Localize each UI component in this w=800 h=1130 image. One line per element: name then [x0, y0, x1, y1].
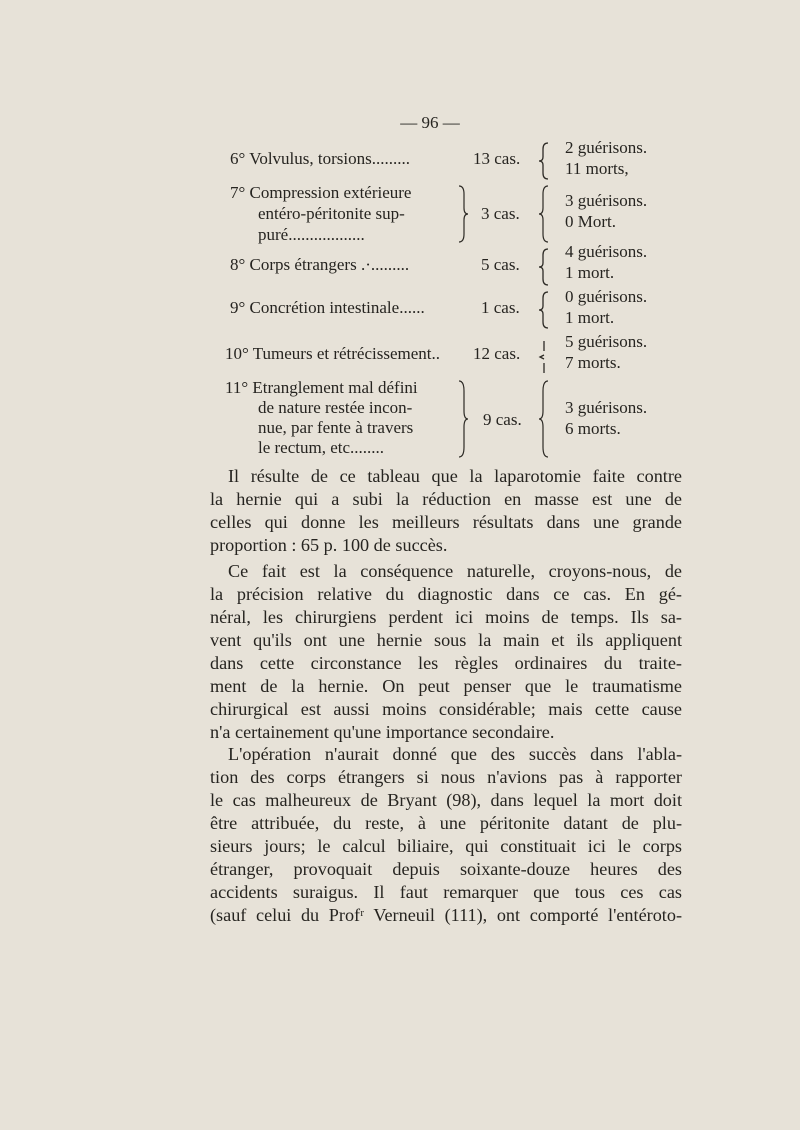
paragraph-2 — [210, 560, 682, 744]
row-7-label-3: puré.................. — [258, 225, 365, 244]
text-line: L'opération n'aurait donné que des succès dans l'abla- — [228, 744, 682, 764]
text-line: celles qui donne les meilleurs résultats dans une grande — [210, 512, 682, 532]
row-11-brace — [536, 379, 552, 459]
row-9-label: 9° Concrétion intestinale...... — [230, 298, 425, 317]
row-9-brace — [536, 290, 552, 330]
text-line: la précision relative du diagnostic dans ce cas. En gé- — [210, 584, 682, 604]
row-9-outcome-1: 0 guérisons. — [565, 287, 648, 306]
row-11-label-2: de nature restée incon- — [258, 398, 413, 417]
row-10-count: 12 cas. — [473, 344, 521, 363]
row-8-label: 8° Corps étrangers .·......... — [230, 255, 410, 274]
row-6-outcome-1: 2 guérisons. — [565, 138, 648, 157]
row-10-brace — [536, 339, 552, 375]
row-7-outcome-1: 3 guérisons. — [565, 191, 648, 210]
row-11-outcome-2: 6 morts. — [565, 419, 621, 438]
text-line: la hernie qui a subi la réduction en masse est une de — [210, 489, 682, 509]
row-8-brace — [536, 247, 552, 287]
text-line: Il résulte de ce tableau que la laparotomie faite contre — [228, 466, 682, 486]
row-11-left-brace — [455, 379, 471, 459]
row-11-label-3: nue, par fente à travers — [258, 418, 414, 437]
row-6-brace — [536, 141, 552, 181]
page-number: — 96 — — [400, 113, 460, 132]
text-line: (sauf celui du Profʳ Verneuil (111), ont comporté l'entéroto- — [210, 905, 682, 925]
row-7-count: 3 cas. — [481, 204, 520, 223]
row-7-label-2: entéro-péritonite sup- — [258, 204, 405, 223]
row-9-outcome-2: 1 mort. — [565, 308, 615, 327]
row-6-count: 13 cas. — [473, 149, 521, 168]
row-10-outcome-2: 7 morts. — [565, 353, 621, 372]
row-6-outcome-2: 11 morts, — [565, 159, 629, 178]
row-7-brace — [536, 184, 552, 244]
row-7-label-1: 7° Compression extérieure — [230, 183, 412, 202]
text-line: étranger, provoquait depuis soixante-douze heures des — [210, 859, 682, 879]
paragraph-3 — [210, 743, 682, 927]
row-11-label-4: le rectum, etc........ — [258, 438, 385, 457]
row-11-count: 9 cas. — [483, 410, 522, 429]
row-10-label: 10° Tumeurs et rétrécissement.. — [225, 344, 441, 363]
text-line: chirurgical est aussi moins considérable; mais cette cause — [210, 699, 682, 719]
row-11-outcome-1: 3 guérisons. — [565, 398, 648, 417]
row-11-label-1: 11° Etranglement mal défini — [225, 378, 418, 397]
text-line: vent qu'ils ont une hernie sous la main et ils appliquent — [210, 630, 682, 650]
row-10-outcome-1: 5 guérisons. — [565, 332, 648, 351]
row-7-left-brace — [455, 184, 471, 244]
row-8-outcome-2: 1 mort. — [565, 263, 615, 282]
text-line: Ce fait est la conséquence naturelle, croyons-nous, de — [228, 561, 682, 581]
text-line: le cas malheureux de Bryant (98), dans lequel la mort doit — [210, 790, 682, 810]
text-line: accidents suraigus. Il faut remarquer que tous ces cas — [210, 882, 682, 902]
paragraph-1 — [210, 465, 682, 557]
row-6-label: 6° Volvulus, torsions......... — [230, 149, 410, 168]
text-line: sieurs jours; le calcul biliaire, qui constituait ici le corps — [210, 836, 682, 856]
text-line: ment de la hernie. On peut penser que le traumatisme — [210, 676, 682, 696]
text-line: tion des corps étrangers si nous n'avions pas à rapporter — [210, 767, 682, 787]
text-line: dans cette circonstance les règles ordinaires du traite- — [210, 653, 682, 673]
text-line: proportion : 65 p. 100 de succès. — [210, 535, 448, 555]
row-9-count: 1 cas. — [481, 298, 520, 317]
row-8-count: 5 cas. — [481, 255, 520, 274]
text-line: être attribuée, du reste, à une péritonite datant de plu- — [210, 813, 682, 833]
row-7-outcome-2: 0 Mort. — [565, 212, 616, 231]
text-line: néral, les chirurgiens perdent ici moins de temps. Ils sa- — [210, 607, 682, 627]
text-line: n'a certainement qu'une importance secondaire. — [210, 722, 555, 742]
row-8-outcome-1: 4 guérisons. — [565, 242, 648, 261]
